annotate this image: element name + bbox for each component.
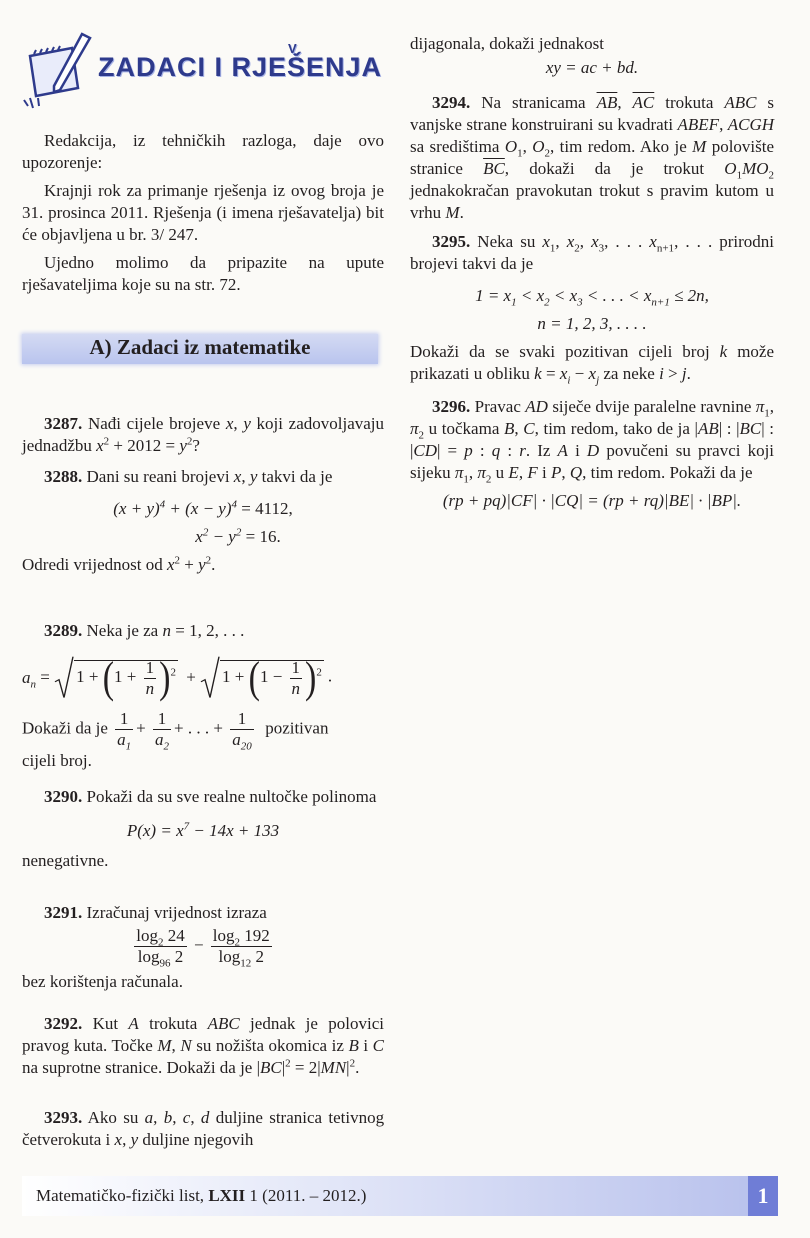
problem-3290: 3290. Pokaži da su sve realne nultočke polinoma $P(x) = x^7 - 14x + 133$ nenegativne. (22, 787, 377, 870)
equation-an: $a_n$ = 1 + (1 + $\frac{1}{n}$ )$^2$ + 1 + (1 − $\frac{1}{n}$ )$^2$ . (22, 653, 333, 702)
notice-block (22, 130, 384, 296)
problem-3291: 3291. Izračunaj vrijednost izraza $\frac{\log_2 24}{\log_{96} 2}$ − $\frac{\log_2 192}{\log_{12} 2}$ bez korištenja računala. (22, 902, 384, 993)
footer-citation: Matematičko-fizički list, LXII 1 (2011. – 2012.) (36, 1186, 367, 1205)
problem-3287: 3287. Nađi cijele brojeve x, y koji zadovoljavaju jednadžbu $x^2 + 2012 = y^2$? (22, 414, 385, 455)
page-title: V ZADACI I RJEŠENJA (98, 41, 383, 82)
problem-3296: 3296. Pravac AD siječe dvije paralelne ravnine $\pi_1$, $\pi_2$ u točkama B, C, tim redom, tako de ja |AB| : |BC| : |CD| = p : q : r. Iz A i D povučeni su pravci koji sijeku $\pi_1$, $\pi_2$ u E, F i P, Q, tim redom. Pokaži da je (rp + pq)|CF| · |CQ| = (rp + rq)|BE| · |BP|. (410, 397, 775, 510)
notice-paragraph: Ujedno molimo da pripazite na upute rješavateljima koje su na str. 72. (22, 253, 384, 294)
section-heading: A) Zadaci iz matematike (22, 334, 378, 364)
problem-3293-cont: dijagonala, dokaži jednakost xy = ac + bd. (410, 34, 639, 77)
notice-paragraph: Krajnji rok za primanje rješenja iz ovog broja je 31. prosinca 2011. Rješenja (i imena rješavatelja) bit će objavljena u br. 3/ 247. (22, 181, 384, 244)
problem-3294: 3294. Na stranicama $\overline{AB}$, $\overline{AC}$ trokuta ABC s vanjske strane konstruirani su kvadrati ABEF, ACGH sa središtima $O_1$, $O_2$, tim redom. Ako je M polovište stranice $\overline{BC}$, dokaži da je trokut $O_1MO_2$ jednakokračan pravokutan trokut s pravim kutom u vrhu M. (410, 93, 775, 222)
page-footer (22, 1176, 778, 1216)
problem-3292: 3292. Kut A trokuta ABC jednak je polovici pravog kuta. Točke M, N su nožišta okomica iz B i C na suprotne stranice. Dokaži da je $|BC|^2 = 2|MN|^2$. (22, 1014, 385, 1077)
problem-3289: 3289. Neka je za n = 1, 2, . . . $a_n$ = 1 + (1 + $\frac{1}{n}$ )$^2$ + 1 + (1 − $\frac{1}{n}$ )$^2$ . Dokaži da je $\frac{1}{a_1}$ + $\frac{1}{a_2}$ + . . . + $\frac{1}{a_{20}}$ pozitivan cijeli broj. (22, 620, 384, 772)
problem-3288: 3288. Dani su reani brojevi x, y takvi da je $(x + y)^4 + (x - y)^4 = 4112$, $x^2 - y^2 = 16$. Odredi vrijednost od $x^2 + y^2$. (22, 467, 333, 574)
problem-3293: 3293. Ako su a, b, c, d duljine stranica tetivnog četverokuta i x, y duljine njegovih (22, 1108, 385, 1149)
problem-3295: 3295. Neka su $x_1$, $x_2$, $x_3$, . . . $x_{n+1}$, . . . prirodni brojevi takvi da je $1 = x_1 < x_2 < x_3$ < . . . < $x_{n+1} \le 2n$, n = 1, 2, 3, . . . . Dokaži da se svaki pozitivan cijeli broj k može prikazati u obliku $k = x_i - x_j$ za neke i > j. (410, 232, 775, 387)
page-number: 1 (748, 1176, 778, 1216)
equation-log: $\frac{\log_2 24}{\log_{96} 2}$ − $\frac{\log_2 192}{\log_{12} 2}$ (136, 926, 270, 970)
notice-paragraph: Redakcija, iz tehničkih razloga, daje ovo upozorenje: (22, 131, 384, 172)
